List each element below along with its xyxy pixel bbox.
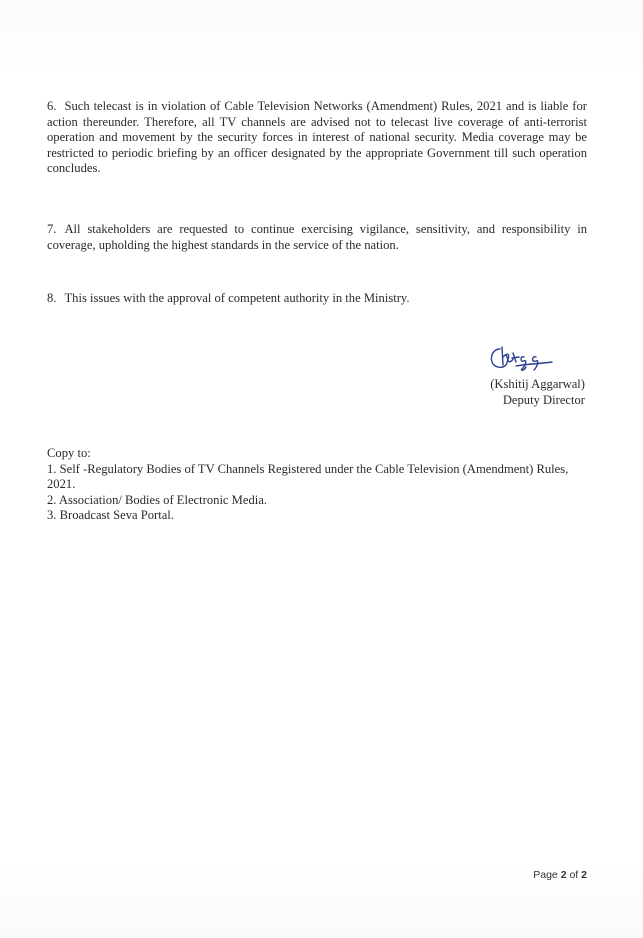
copy-to-item: 2. Association/ Bodies of Electronic Media. — [47, 492, 267, 507]
copy-to-heading: Copy to: — [47, 446, 91, 460]
copy-to-item: 3. Broadcast Seva Portal. — [47, 508, 174, 523]
copy-to-section — [47, 446, 592, 524]
page-of: of — [569, 869, 579, 881]
handwritten-signature — [486, 343, 556, 373]
signatory-designation: Deputy Director — [502, 393, 585, 407]
page-number — [533, 869, 587, 881]
paragraph-text: Such telecast is in violation of Cable Television Networks (Amendment) Rules, 2021 and is liable for action thereunder. Therefore, all TV channels are advised not to telecast live coverage of anti-terrorist operation and movement by the security forces in interest of national security. Media coverage may be restricted to periodic briefing by an officer designated by the appropriate Government till such operation concludes. — [47, 99, 587, 176]
page-current: 2 — [560, 869, 567, 881]
paragraph-7 — [47, 222, 587, 253]
signature-block — [490, 376, 585, 408]
page-label: Page — [533, 869, 558, 881]
signatory-name: (Kshitij Aggarwal) — [490, 377, 585, 391]
page-total: 2 — [581, 869, 587, 881]
copy-to-item: 1. Self -Regulatory Bodies of TV Channels Registered under the Cable Television (Amendment) Rules, 2021. — [47, 461, 569, 492]
paragraph-6 — [47, 99, 587, 177]
paragraph-text: This issues with the approval of competent authority in the Ministry. — [64, 291, 410, 305]
paragraph-number: 7. — [47, 222, 57, 236]
paragraph-number: 6. — [47, 99, 57, 113]
paragraph-text: All stakeholders are requested to continue exercising vigilance, sensitivity, and responsibility in coverage, upholding the highest standards in the service of the nation. — [47, 222, 587, 252]
paragraph-8 — [47, 291, 587, 307]
paragraph-number: 8. — [47, 291, 57, 305]
